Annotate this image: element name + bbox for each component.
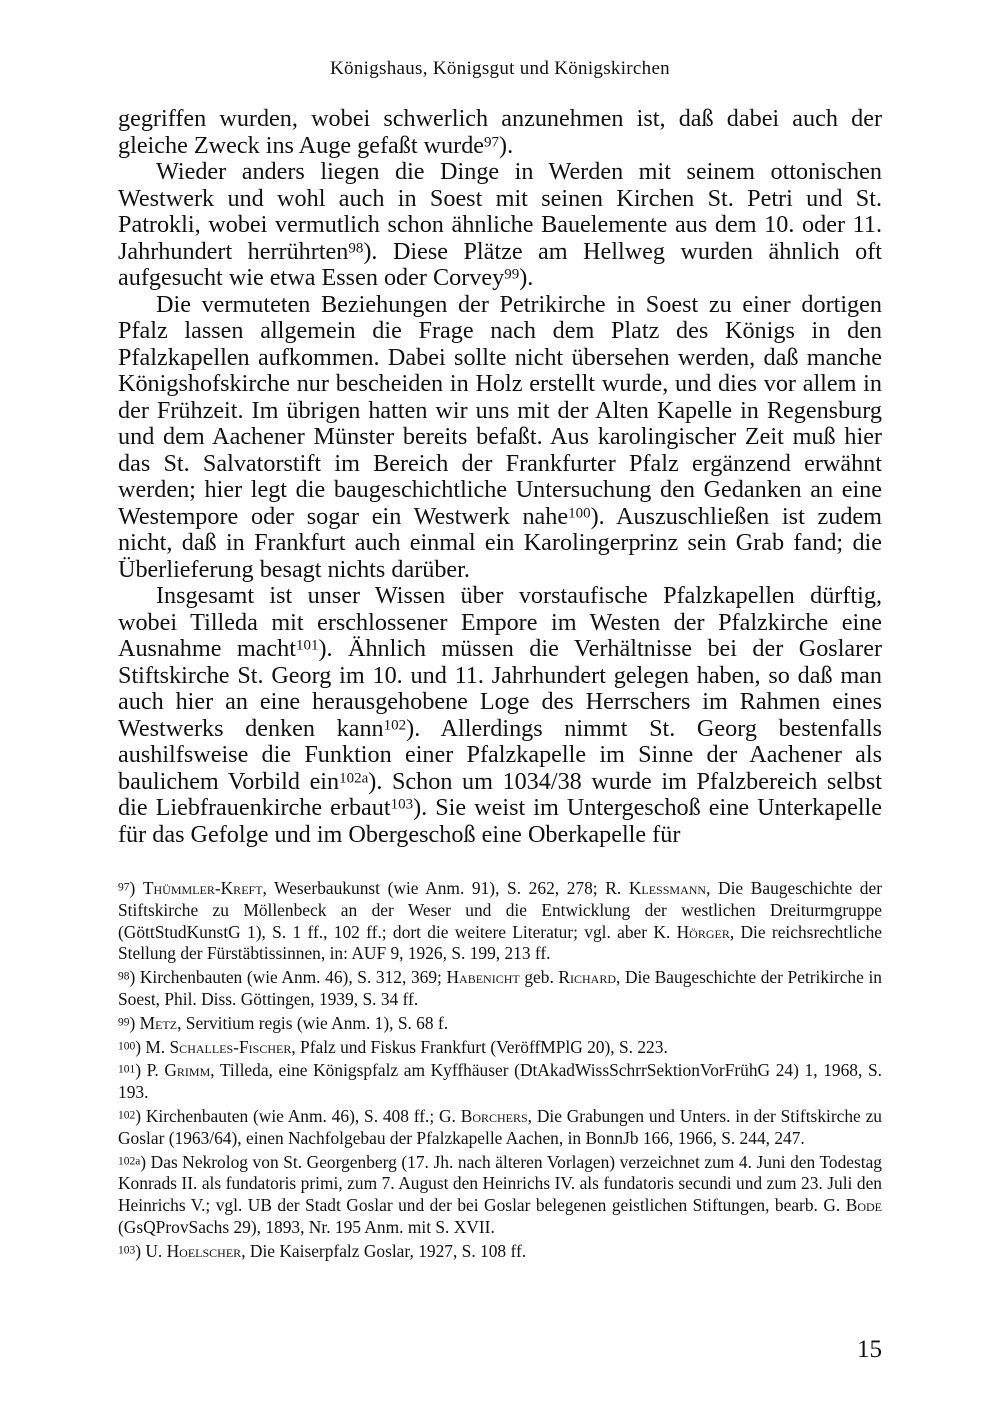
footnote: $^{97}$) Thümmler-Kreft, Weserbaukunst (wie Anm. 91), S. 262, 278; R. Klessmann, Die Baugeschichte der Stiftskirche zu Möllenbeck an der Weser und die Entwicklung der westlichen Dreiturmgruppe (GöttStudKunstG 1), S. 1 ff., 102 ff.; dort die weitere Literatur; vgl. aber K. Hörger, Die reichsrechtliche Stellung der Fürstäbtissinnen, in: AUF 9, 1926, S. 199, 213 ff. — [118, 878, 882, 964]
text-run: ). — [519, 264, 534, 291]
footnote: $^{98}$) Kirchenbauten (wie Anm. 46), S. 312, 369; Habenicht geb. Richard, Die Baugeschichte der Petrikirche in Soest, Phil. Diss. Göttingen, 1939, S. 34 ff. — [118, 967, 882, 1009]
text-run: , Tilleda, eine Königspfalz am Kyffhäuser (DtAkadWissSchrrSektionVorFrühG 24) 1, 1968, S. 193. — [118, 1060, 882, 1103]
footnote-ref: 99 — [504, 266, 520, 283]
author-name: Metz — [139, 1012, 178, 1033]
author-name: Klessmann — [628, 878, 707, 898]
footnote-ref: 102a — [339, 770, 369, 787]
text-run: ). Schon um 1034/38 wurde im Pfalzbereich selbst die Liebfrauenkirche erbaut — [118, 767, 882, 821]
footnote-number: 99 — [118, 1016, 130, 1029]
text-run: Kirchenbauten (wie Anm. 46), S. 312, 369; — [139, 967, 447, 988]
author-name: Schalles-Fischer — [169, 1036, 292, 1057]
text-run: Insgesamt ist unser Wissen über vorstaufische Pfalzkapellen dürftig, wobei Tilleda mit erschlossener Empore im Westen der Pfalzkirche eine Ausnahme macht — [118, 582, 882, 662]
text-run: Kirchenbauten (wie Anm. 46), S. 408 ff.; G. — [145, 1105, 461, 1126]
text-run: ). Diese Plätze am Hellweg wurden ähnlich oft aufgesucht wie etwa Essen oder Corvey — [118, 237, 882, 291]
author-name: Richard — [558, 967, 617, 988]
footnote: $^{100}$) M. Schalles-Fischer, Pfalz und Fiskus Frankfurt (VeröffMPlG 20), S. 223. — [118, 1036, 668, 1057]
footnote: $^{101}$) P. Grimm, Tilleda, eine Königspfalz am Kyffhäuser (DtAkadWissSchrrSektionVorFrühG 24) 1, 1968, S. 193. — [118, 1060, 882, 1103]
text-run: Wieder anders liegen die Dinge in Werden mit seinem ottonischen Westwerk und wohl auch in Soest mit seinen Kirchen St. Petri und St. Patrokli, wobei vermutlich schon ähnliche Bauelemente aus dem 10. oder 11. Jahrhundert herrührten — [118, 158, 882, 265]
footnote-ref: 97 — [484, 134, 500, 151]
footnote-ref: 102 — [383, 717, 407, 734]
paragraph — [118, 106, 882, 159]
footnote: $^{99}$) Metz, Servitium regis (wie Anm. 1), S. 68 f. — [118, 1012, 449, 1033]
author-name: Grimm — [164, 1060, 211, 1081]
text-run: , Die Kaiserpfalz Goslar, 1927, S. 108 ff. — [241, 1240, 527, 1261]
author-name: Bode — [845, 1195, 882, 1216]
footnote-number: 101 — [118, 1063, 136, 1076]
text-run: , Die Baugeschichte der Stiftskirche zu Möllenbeck an der Weser und die Entwicklung der westlichen Dreiturmgruppe (GöttStudKunstG 1), S. 1 ff., 102 ff.; dort die weitere Literatur; vgl. aber K. — [118, 878, 882, 942]
text-run: P. — [146, 1060, 165, 1081]
paragraph — [118, 159, 882, 292]
text-run: ). Sie weist im Untergeschoß eine Unterkapelle für das Gefolge und im Obergeschoß eine Oberkapelle für — [118, 794, 882, 848]
author-name: Habenicht — [446, 967, 520, 988]
text-run: ). Auszuschließen ist zudem nicht, daß in Frankfurt auch einmal ein Karolingerprinz sein Grab fand; die Überlieferung besagt nichts darüber. — [118, 502, 882, 583]
footnote-number: 98 — [118, 970, 130, 983]
text-run: , Die Baugeschichte der Petrikirche in Soest, Phil. Diss. Göttingen, 1939, S. 34 ff. — [118, 967, 882, 1009]
footnote: $^{102a}$) Das Nekrolog von St. Georgenberg (17. Jh. nach älteren Vorlagen) verzeichnet zum 4. Juni den Todestag Konrads II. als fundatoris primi, zum 7. August den Heinrichs IV. als fundatoris secundi und zum 23. Juli den Heinrichs V.; vgl. UB der Stadt Goslar und der bei Goslar belegenen geistlichen Stiftungen, bearb. G. Bode (GsQProvSachs 29), 1893, Nr. 195 Anm. mit S. XVII. — [118, 1151, 883, 1237]
text-run: geb. — [519, 967, 559, 988]
text-run: ). — [499, 131, 514, 159]
text-run: Die vermuteten Beziehungen der Petrikirche in Soest zu einer dortigen Pfalz lassen allgemein die Frage nach dem Platz des Königs in den Pfalzkapellen aufkommen. Dabei sollte nicht übersehen werden, daß manche Königshofskirche nur bescheiden in Holz erstellt wurde, und dies vor allem in der Frühzeit. Im übrigen hatten wir uns mit der Alten Kapelle in Regensburg und dem Aachener Münster bereits befaßt. Aus karolingischer Zeit muß hier das St. Salvatorstift im Bereich der Frankfurter Pfalz ergänzend erwähnt werden; hier legt die baugeschichtliche Untersuchung den Gedanken an eine Westempore oder sogar ein Westwerk nahe — [118, 290, 882, 530]
paragraph — [118, 292, 882, 584]
text-run: M. — [145, 1036, 170, 1057]
text-run: Das Nekrolog von St. Georgenberg (17. Jh. nach älteren Vorlagen) verzeichnet zum 4. Juni den Todestag Konrads II. als fundatoris primi, zum 7. August den Heinrichs IV. als fundatoris secundi und zum 23. Juli den Heinrichs V.; vgl. UB der Stadt Goslar und der bei Goslar belegenen geistlichen Stiftungen, bearb. G. — [118, 1151, 883, 1216]
text-run: , Weserbaukunst (wie Anm. 91), S. 262, 278; R. — [262, 878, 629, 898]
author-name: Hörger — [676, 921, 730, 942]
footnote-number: 97 — [118, 881, 130, 894]
footnote-ref: 98 — [348, 240, 364, 257]
text-run: gegriffen wurden, wobei schwerlich anzunehmen ist, daß dabei auch der gleiche Zweck ins Auge gefaßt wurde — [118, 105, 882, 159]
author-name: Hoelscher — [166, 1240, 242, 1261]
footnote-number: 102a — [118, 1154, 141, 1167]
running-head: Königshaus, Königsgut und Königskirchen — [330, 58, 670, 79]
footnote-ref: 103 — [390, 796, 414, 813]
text-run: , Die reichsrechtliche Stellung der Fürstäbtissinnen, in: AUF 9, 1926, S. 199, 213 ff. — [118, 921, 882, 964]
footnote-number: 102 — [118, 1109, 136, 1122]
author-name: Thümmler-Kreft — [142, 878, 263, 898]
footnote: $^{103}$) U. Hoelscher, Die Kaiserpfalz Goslar, 1927, S. 108 ff. — [118, 1240, 527, 1261]
body-text — [118, 106, 882, 848]
text-run: U. — [145, 1240, 167, 1261]
text-run: , Die Grabungen und Unters. in der Stiftskirche zu Goslar (1963/64), einen Nachfolgebau der Pfalzkapelle Aachen, in BonnJb 166, 1966, S. 244, 247. — [118, 1105, 882, 1148]
text-run: , Pfalz und Fiskus Frankfurt (VeröffMPlG 20), S. 223. — [291, 1036, 668, 1057]
text-run: , Servitium regis (wie Anm. 1), S. 68 f. — [177, 1012, 449, 1033]
footnote-ref: 100 — [568, 505, 591, 522]
page-number: 15 — [857, 1336, 882, 1363]
footnotes — [118, 878, 882, 1265]
footnote-number: 103 — [118, 1244, 136, 1257]
footnote-number: 100 — [118, 1039, 136, 1052]
text-run: ). Allerdings nimmt St. Georg bestenfalls aushilfsweise die Funktion einer Pfalzkapelle im Sinne der Aachener als baulichem Vorbild ein — [118, 714, 883, 795]
paragraph — [118, 583, 882, 848]
footnote-ref: 101 — [295, 637, 319, 654]
text-run: (GsQProvSachs 29), 1893, Nr. 195 Anm. mit S. XVII. — [118, 1216, 495, 1237]
author-name: Borchers — [460, 1105, 528, 1126]
footnote: $^{102}$) Kirchenbauten (wie Anm. 46), S. 408 ff.; G. Borchers, Die Grabungen und Unters. in der Stiftskirche zu Goslar (1963/64), einen Nachfolgebau der Pfalzkapelle Aachen, in BonnJb 166, 1966, S. 244, 247. — [118, 1105, 882, 1148]
text-run: ). Ähnlich müssen die Verhältnisse bei der Goslarer Stiftskirche St. Georg im 10. und 11. Jahrhundert gelegen haben, so daß man auch hier an eine herausgehobene Loge des Herrschers im Rahmen eines Westwerks denken kann — [118, 635, 882, 742]
